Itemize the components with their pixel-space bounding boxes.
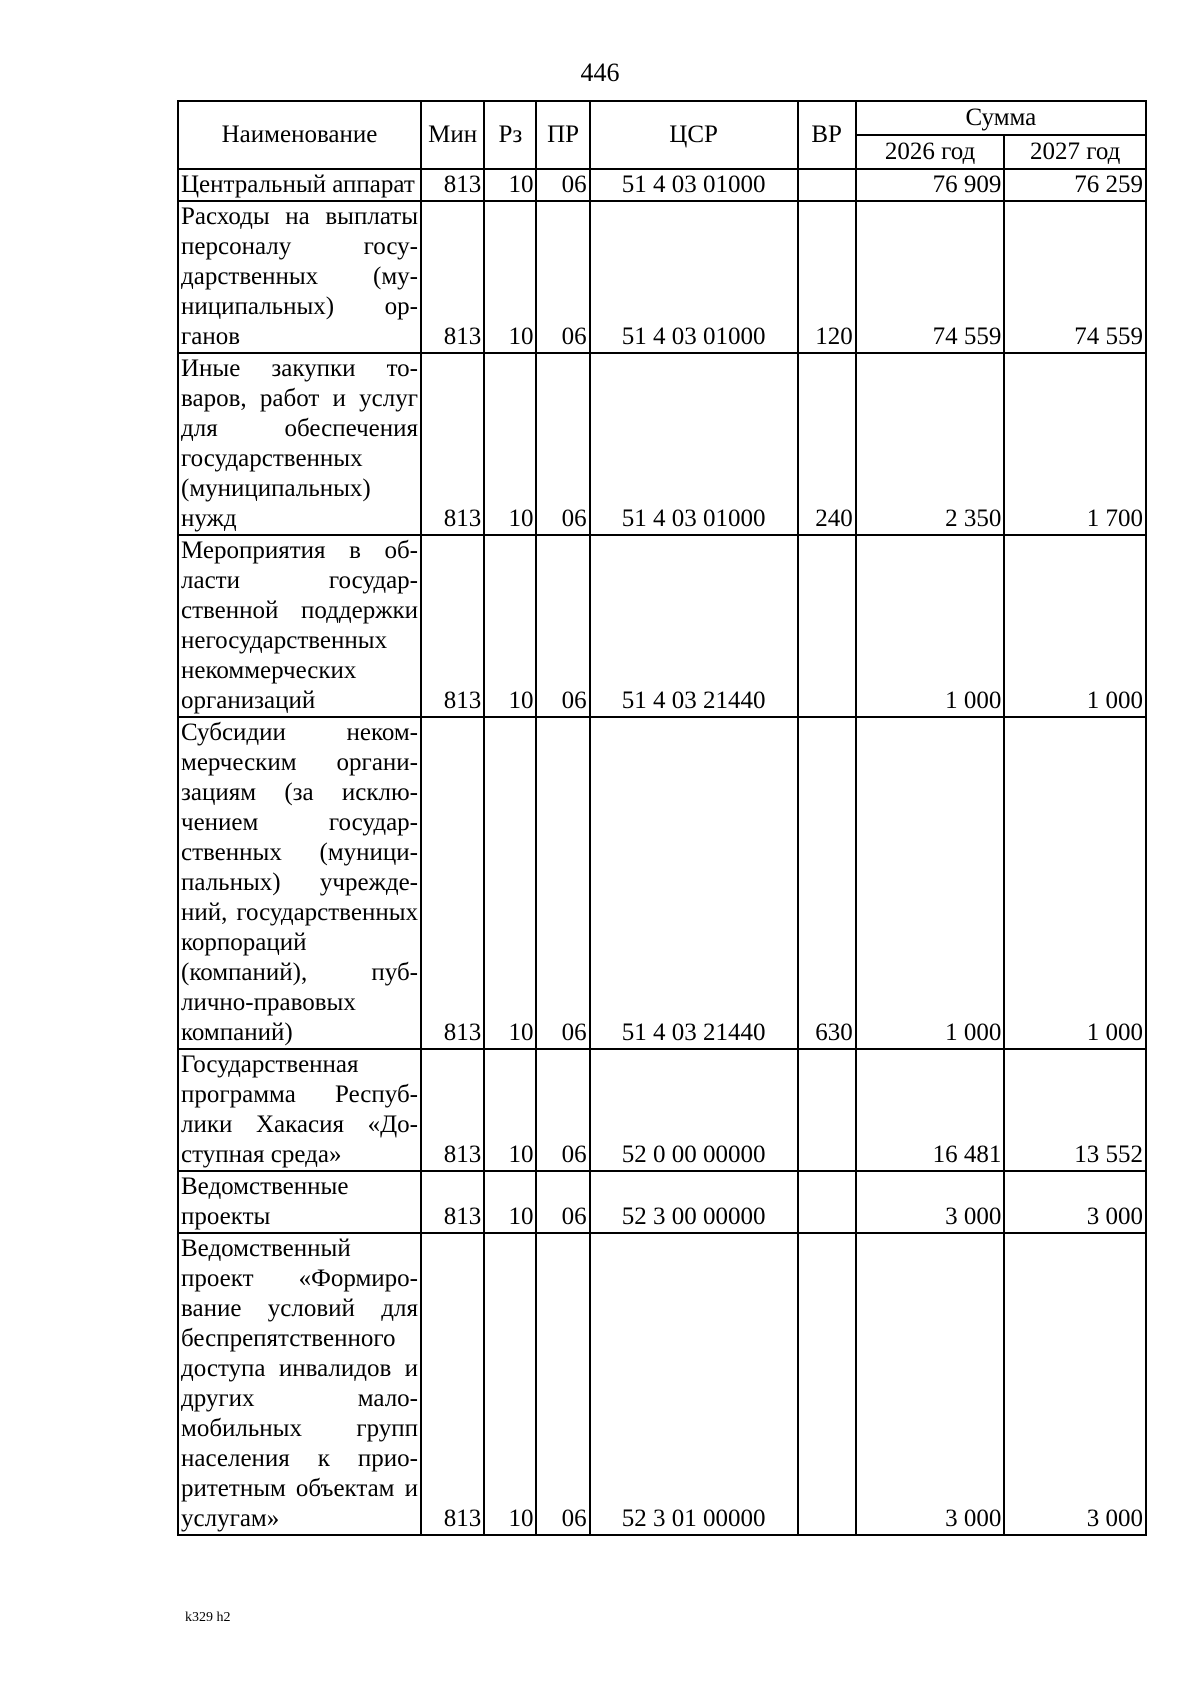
table-row — [178, 169, 1146, 201]
cell-name: Ведомственные проекты — [178, 1171, 421, 1233]
header-rz: Рз — [484, 101, 536, 169]
table-row — [178, 1171, 1146, 1233]
cell-name: Мероприятия в области государственной поддержки негосударственных некоммерческих организаций — [178, 535, 421, 717]
cell-rz: 10 — [484, 1049, 536, 1171]
cell-csr: 51 4 03 21440 — [590, 535, 798, 717]
cell-name: Иные закупки товаров, работ и услуг для обеспечения государственных (муниципальных) нужд — [178, 353, 421, 535]
cell-pr: 06 — [536, 201, 589, 353]
cell-2026: 76 909 — [856, 169, 1005, 201]
cell-2027: 3 000 — [1004, 1233, 1146, 1535]
cell-2027: 76 259 — [1004, 169, 1146, 201]
table-header — [178, 101, 1146, 169]
cell-rz: 10 — [484, 1171, 536, 1233]
header-name: Наименование — [178, 101, 421, 169]
cell-vr — [798, 535, 856, 717]
table-row — [178, 1049, 1146, 1171]
table-row — [178, 717, 1146, 1049]
cell-2027: 1 700 — [1004, 353, 1146, 535]
cell-vr — [798, 1049, 856, 1171]
cell-vr — [798, 169, 856, 201]
table-row — [178, 1233, 1146, 1535]
cell-2027: 74 559 — [1004, 201, 1146, 353]
cell-pr: 06 — [536, 353, 589, 535]
table-body — [178, 169, 1146, 1535]
cell-rz: 10 — [484, 535, 536, 717]
cell-csr: 52 0 00 00000 — [590, 1049, 798, 1171]
cell-min: 813 — [421, 1233, 484, 1535]
cell-rz: 10 — [484, 169, 536, 201]
cell-2026: 1 000 — [856, 535, 1005, 717]
cell-2027: 1 000 — [1004, 717, 1146, 1049]
cell-2027: 1 000 — [1004, 535, 1146, 717]
cell-2026: 1 000 — [856, 717, 1005, 1049]
header-vr: ВР — [798, 101, 856, 169]
cell-name: Государственная программа Республики Хакасия «Доступная среда» — [178, 1049, 421, 1171]
cell-min: 813 — [421, 1049, 484, 1171]
cell-min: 813 — [421, 535, 484, 717]
table-row — [178, 535, 1146, 717]
cell-csr: 52 3 01 00000 — [590, 1233, 798, 1535]
cell-rz: 10 — [484, 717, 536, 1049]
cell-pr: 06 — [536, 717, 589, 1049]
cell-vr: 630 — [798, 717, 856, 1049]
cell-csr: 51 4 03 01000 — [590, 353, 798, 535]
cell-2027: 3 000 — [1004, 1171, 1146, 1233]
cell-2026: 74 559 — [856, 201, 1005, 353]
page-number: 446 — [580, 58, 620, 87]
header-csr: ЦСР — [590, 101, 798, 169]
cell-min: 813 — [421, 201, 484, 353]
header-year-2027: 2027 год — [1004, 135, 1146, 169]
header-sum: Сумма — [856, 101, 1146, 135]
header-min: Мин — [421, 101, 484, 169]
cell-2026: 3 000 — [856, 1171, 1005, 1233]
table-row — [178, 201, 1146, 353]
cell-pr: 06 — [536, 535, 589, 717]
footer-code: k329 h2 — [185, 1610, 231, 1625]
cell-rz: 10 — [484, 1233, 536, 1535]
cell-csr: 51 4 03 01000 — [590, 169, 798, 201]
cell-2026: 16 481 — [856, 1049, 1005, 1171]
cell-2026: 3 000 — [856, 1233, 1005, 1535]
cell-pr: 06 — [536, 1049, 589, 1171]
cell-csr: 51 4 03 21440 — [590, 717, 798, 1049]
cell-rz: 10 — [484, 201, 536, 353]
cell-pr: 06 — [536, 1171, 589, 1233]
cell-pr: 06 — [536, 169, 589, 201]
cell-csr: 52 3 00 00000 — [590, 1171, 798, 1233]
cell-min: 813 — [421, 1171, 484, 1233]
cell-name: Расходы на выплаты персоналу государственных (муниципальных) органов — [178, 201, 421, 353]
cell-rz: 10 — [484, 353, 536, 535]
cell-min: 813 — [421, 717, 484, 1049]
cell-vr — [798, 1171, 856, 1233]
cell-vr: 240 — [798, 353, 856, 535]
cell-name: Центральный аппарат — [178, 169, 421, 201]
cell-2026: 2 350 — [856, 353, 1005, 535]
cell-pr: 06 — [536, 1233, 589, 1535]
table-row — [178, 353, 1146, 535]
cell-vr: 120 — [798, 201, 856, 353]
cell-min: 813 — [421, 169, 484, 201]
cell-min: 813 — [421, 353, 484, 535]
cell-name: Субсидии некоммерческим организациям (за исключением государственных (муниципальных) учреждений, государственных корпораций (компаний), публично-правовых компаний) — [178, 717, 421, 1049]
budget-table — [177, 100, 1147, 1536]
header-year-2026: 2026 год — [856, 135, 1005, 169]
cell-csr: 51 4 03 01000 — [590, 201, 798, 353]
cell-name: Ведомственный проект «Формирование условий для беспрепятственного доступа инвалидов и других маломобильных групп населения к приоритетным объектам и услугам» — [178, 1233, 421, 1535]
header-pr: ПР — [536, 101, 589, 169]
cell-vr — [798, 1233, 856, 1535]
cell-2027: 13 552 — [1004, 1049, 1146, 1171]
